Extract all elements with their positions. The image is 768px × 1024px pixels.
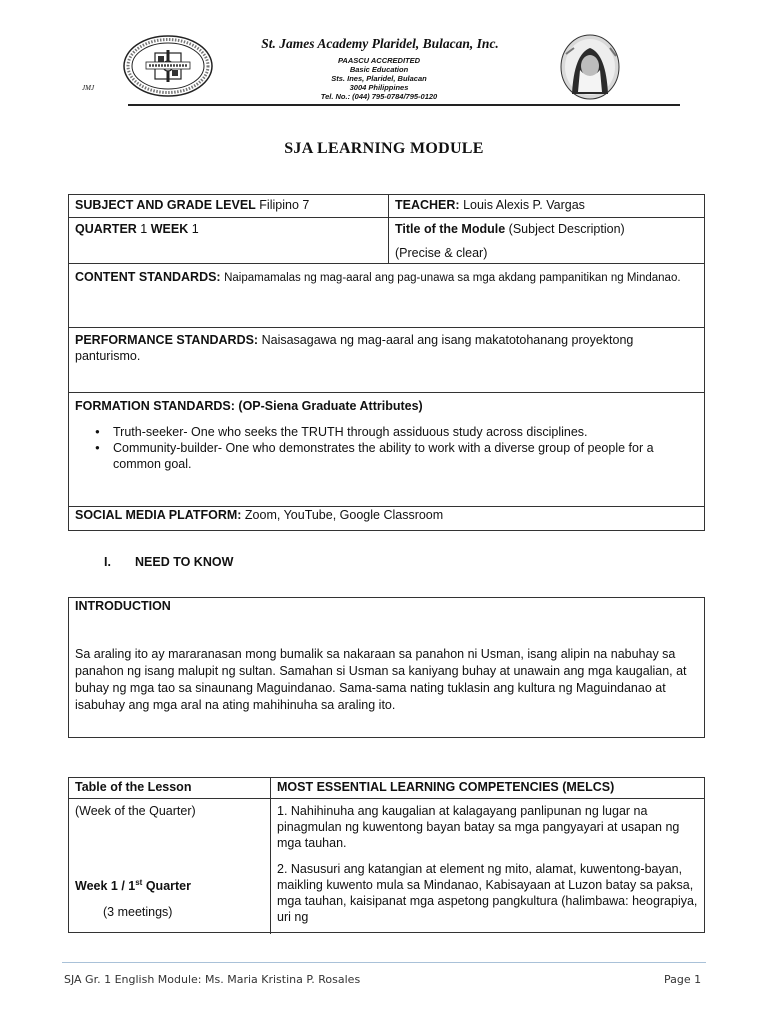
week-quarter-label: Week 1 / 1st Quarter	[75, 877, 191, 893]
saint-portrait-image	[560, 34, 620, 100]
formation-item-truth-seeker: ● Truth-seeker- One who seeks the TRUTH through assiduous study across disciplines.	[69, 424, 699, 440]
module-title: SJA LEARNING MODULE	[284, 140, 484, 157]
telephone-text: Tel. No.: (044) 795-0784/795-0120	[320, 92, 438, 101]
content-standards-label: CONTENT STANDARDS:	[75, 270, 221, 284]
section-heading-need-to-know	[104, 555, 233, 569]
meetings-text: (3 meetings)	[103, 905, 173, 919]
melc-item-2: 2. Nasusuri ang katangian at element ng mito, alamat, kuwentong-bayan, maikling kuwento mula sa Mindanao, Kabisayaan at Luzon batay sa paksa, mga tauhan, kaisipanat mga aspetong pangkultura (halimbawa: heograpiya, uri ng	[277, 862, 698, 924]
section-title: NEED TO KNOW	[135, 555, 234, 569]
page-number: Page 1	[664, 973, 702, 986]
introduction-text: Sa araling ito ay mararanasan mong bumalik sa nakaraan sa panahon ni Usman, isang alipin na nabuhay sa panahon ng isang malupit ng sultan. Samahan si Usman sa kaniyang buhay at unawain ang mga kaugalian, at buhay ng mga tao sa sinaunang Maguindanao. Sama-sama nating tuklasin ang kultura ng Maguindanao at isabuhay ang mga aral na ating mahihinuha sa araling ito.	[75, 647, 687, 712]
introduction-box	[68, 597, 705, 738]
subject-label: SUBJECT AND GRADE LEVEL	[75, 198, 256, 212]
subject-value: Filipino 7	[259, 198, 310, 212]
quarter-value: 1	[140, 222, 148, 236]
address-line-1: Sts. Ines, Plaridel, Bulacan	[331, 74, 427, 83]
social-media-cell	[75, 507, 697, 523]
subject-grade-cell	[75, 197, 385, 213]
footer-divider	[62, 962, 706, 963]
school-name: St. James Academy Plaridel, Bulacan, Inc.	[261, 36, 499, 51]
address-line-2: 3004 Philippines	[349, 83, 409, 92]
formation-item-community-builder: ● Community-builder- One who demonstrates the ability to work with a diverse group of people for a common goal.	[69, 440, 699, 472]
melc-item-1: 1. Nahihinuha ang kaugalian at kalagayang panlipunan ng lugar na pinagmulan ng kuwentong bayan batay sa mga pangyayari at usapan ng mga tauhan.	[277, 804, 680, 850]
module-title-label: Title of the Module	[395, 222, 506, 236]
week-value: 1	[191, 222, 199, 236]
content-standards-text: Naipamamalas ng mag-aaral ang pag-unawa sa mga akdang pampanitikan ng Mindanao.	[224, 272, 681, 284]
jmj-mark: JMJ	[82, 84, 95, 92]
week-of-quarter-text: (Week of the Quarter)	[75, 804, 196, 818]
formation-standards-cell	[75, 398, 700, 414]
performance-standards-text: Naisasagawa ng mag-aaral ang isang makatotohanang proyektong panturismo.	[75, 333, 634, 363]
formation-standards-label: FORMATION STANDARDS: (OP-Siena Graduate Attributes)	[75, 399, 423, 413]
module-title-cell	[395, 221, 700, 237]
formation-standards-list	[69, 424, 699, 472]
accreditation-text: PAASCU ACCREDITED	[337, 56, 421, 65]
introduction-label: INTRODUCTION	[75, 599, 171, 613]
performance-standards-label: PERFORMANCE STANDARDS:	[75, 333, 259, 347]
social-media-label: SOCIAL MEDIA PLATFORM:	[75, 508, 242, 522]
lesson-col1-header: Table of the Lesson	[75, 780, 192, 794]
footer-module-info: SJA Gr. 1 English Module: Ms. Maria Kristina P. Rosales	[64, 973, 361, 986]
education-level-text: Basic Education	[349, 65, 409, 74]
quarter-label: QUARTER	[75, 222, 137, 236]
module-title-desc: (Subject Description)	[508, 222, 625, 236]
social-media-value: Zoom, YouTube, Google Classroom	[244, 508, 444, 522]
module-info-table	[68, 194, 705, 531]
header-divider	[128, 104, 680, 106]
teacher-value: Louis Alexis P. Vargas	[463, 198, 585, 212]
lesson-table	[68, 777, 705, 933]
module-title-note: (Precise & clear)	[395, 246, 488, 260]
section-number: I.	[104, 555, 111, 569]
week-label: WEEK	[150, 222, 189, 236]
content-standards-cell	[75, 269, 697, 286]
quarter-week-cell	[75, 221, 385, 237]
lesson-col2-header: MOST ESSENTIAL LEARNING COMPETENCIES (MELCS)	[277, 780, 615, 794]
teacher-cell	[395, 197, 700, 213]
teacher-label: TEACHER:	[395, 198, 460, 212]
performance-standards-cell	[75, 332, 697, 364]
